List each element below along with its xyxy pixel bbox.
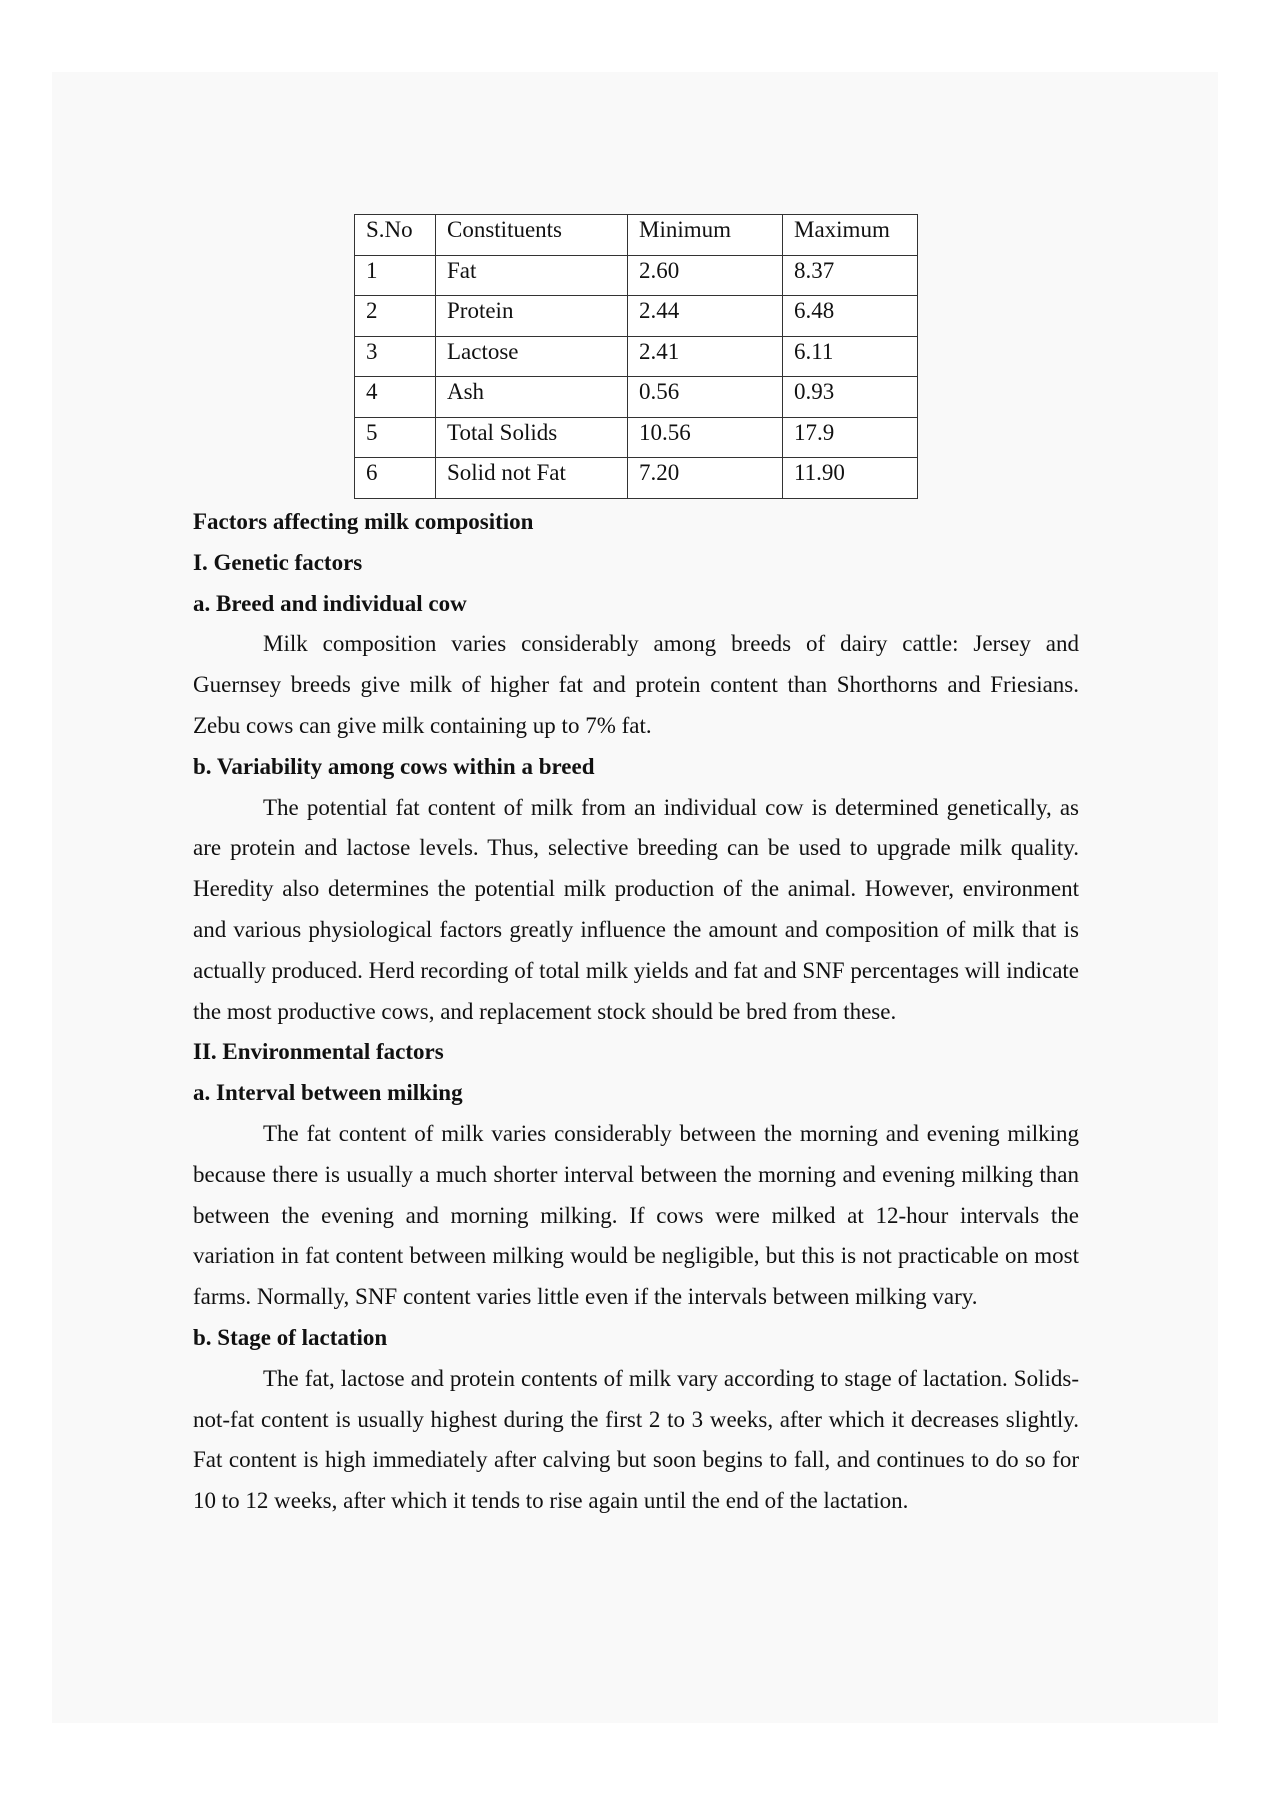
header-maximum: Maximum (783, 215, 918, 256)
cell-maximum: 11.90 (783, 458, 918, 499)
paragraph-breed: Milk composition varies considerably among breeds of dairy cattle: Jersey and Guernsey breeds give milk of higher fat and protein content than Shorthorns and Friesians. Zebu cows can give milk containing up to 7% fat. (193, 631, 1079, 738)
cell-sno: 1 (355, 255, 436, 296)
cell-constituent: Total Solids (436, 417, 628, 458)
document-body (193, 502, 1079, 1522)
cell-constituent: Protein (436, 296, 628, 337)
cell-constituent: Fat (436, 255, 628, 296)
header-constituents: Constituents (436, 215, 628, 256)
cell-minimum: 10.56 (628, 417, 783, 458)
cell-sno: 2 (355, 296, 436, 337)
cell-maximum: 6.48 (783, 296, 918, 337)
header-sno: S.No (355, 215, 436, 256)
cell-sno: 5 (355, 417, 436, 458)
subheading-lactation: b. Stage of lactation (193, 1324, 388, 1350)
cell-maximum: 0.93 (783, 377, 918, 418)
paragraph-interval: The fat content of milk varies considerably between the morning and evening milking because there is usually a much shorter interval between the morning and evening milking than between the evening and morning milking. If cows were milked at 12-hour intervals the variation in fat content between milking would be negligible, but this is not practicable on most farms. Normally, SNF content varies little even if the intervals between milking vary. (193, 1120, 1079, 1310)
cell-sno: 3 (355, 336, 436, 377)
table-row (355, 296, 918, 337)
section-heading-genetic: I. Genetic factors (193, 549, 363, 575)
cell-constituent: Lactose (436, 336, 628, 377)
main-heading: Factors affecting milk composition (193, 509, 534, 534)
subheading-variability: b. Variability among cows within a breed (193, 753, 595, 779)
table-row (355, 255, 918, 296)
header-minimum: Minimum (628, 215, 783, 256)
cell-minimum: 2.44 (628, 296, 783, 337)
cell-constituent: Solid not Fat (436, 458, 628, 499)
cell-constituent: Ash (436, 377, 628, 418)
paragraph-variability: The potential fat content of milk from an individual cow is determined genetically, as are protein and lactose levels. Thus, selective breeding can be used to upgrade milk quality. Heredity also determines the potential milk production of the animal. However, environment and various physiological factors greatly influence the amount and composition of milk that is actually produced. Herd recording of total milk yields and fat and SNF percentages will indicate the most productive cows, and replacement stock should be bred from these. (193, 794, 1079, 1024)
subheading-interval: a. Interval between milking (193, 1080, 463, 1106)
milk-constituents-table (354, 214, 918, 499)
cell-maximum: 17.9 (783, 417, 918, 458)
subheading-breed: a. Breed and individual cow (193, 590, 467, 616)
cell-minimum: 0.56 (628, 377, 783, 418)
table-header-row (355, 215, 918, 256)
cell-maximum: 8.37 (783, 255, 918, 296)
table-row (355, 458, 918, 499)
cell-sno: 6 (355, 458, 436, 499)
table-row (355, 417, 918, 458)
cell-sno: 4 (355, 377, 436, 418)
cell-maximum: 6.11 (783, 336, 918, 377)
cell-minimum: 2.41 (628, 336, 783, 377)
cell-minimum: 7.20 (628, 458, 783, 499)
section-heading-environmental: II. Environmental factors (193, 1039, 444, 1065)
table-row (355, 377, 918, 418)
table-row (355, 336, 918, 377)
cell-minimum: 2.60 (628, 255, 783, 296)
paragraph-lactation: The fat, lactose and protein contents of milk vary according to stage of lactation. Solids-not-fat content is usually highest during the first 2 to 3 weeks, after which it decreases slightly. Fat content is high immediately after calving but soon begins to fall, and continues to do so for 10 to 12 weeks, after which it tends to rise again until the end of the lactation. (193, 1365, 1079, 1514)
